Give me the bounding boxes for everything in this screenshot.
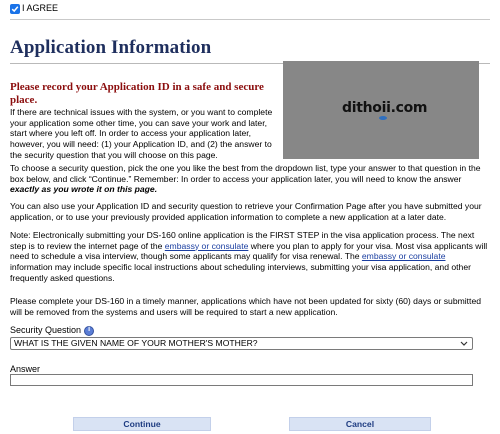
divider [10,19,490,20]
answer-input[interactable] [10,374,473,386]
agree-checkbox-row[interactable] [10,3,58,15]
timely-completion-notice: Please complete your DS-160 in a timely manner, applications which have not been updated for sixty (60) days or submitted will be removed from the systems and users will be required to start a new application. [10,296,481,317]
embassy-link-1[interactable]: embassy or consulate [164,240,249,251]
ad-logo-mark-icon [379,116,387,120]
security-question-select[interactable] [10,337,473,350]
embassy-link-2[interactable]: embassy or consulate [361,251,446,262]
info-icon[interactable]: i [84,326,94,336]
note-text-3: information may include specific local instructions about scheduling interviews, submitting your visa application, and other frequently asked questions. [10,261,471,283]
security-question-label: Security Question [10,325,82,335]
ad-logo: dithoii.com [342,100,428,116]
instructions-emphasis: exactly as you wrote it on this page. [10,184,158,195]
answer-label: Answer [10,364,41,374]
warning-body: If there are technical issues with the system, or you want to complete your application some other time, you can save your work and later, start where you left off. In order to access your application later, however, you will need: (1) your Application ID, and (2) the answer to the security question that you will choose on this page. [10,107,273,160]
security-question-selected: WHAT IS THE GIVEN NAME OF YOUR MOTHER'S MOTHER? [14,338,258,348]
note-text-1: Note: Electronically submitting your DS-160 online application is the FIRST STEP in the visa application process. The next step is to review the internet page of the [10,230,475,251]
instructions-text: To choose a security question, pick the one you like the best from the dropdown list, type your answer to that question in the box below, and click “Continue.” Remember: In order to access your application later, you will need to know the answer [10,163,481,184]
agree-checkbox[interactable] [10,4,20,14]
chevron-down-icon [460,340,468,347]
ds160-note [10,230,488,283]
cancel-button[interactable]: Cancel [289,417,431,431]
security-question-label-row [10,325,94,336]
page-title: Application Information [10,37,212,58]
application-id-info: You can also use your Application ID and security question to retrieve your Confirmation Page after you have submitted your application, or to use your previously provided application information to complete a new application at a later date. [10,201,482,222]
note-text-2: where you plan to apply for your visa. Most visa applicants will need to schedule a visa interview, though some applicants may qualify for visa renewal. The [10,240,488,262]
warning-title: Please record your Application ID in a safe and secure place. [10,81,264,107]
advertisement-banner[interactable] [283,61,479,159]
continue-button[interactable]: Continue [73,417,211,431]
agree-label: I AGREE [22,3,59,14]
security-question-instructions [10,163,488,195]
checkmark-icon [11,5,19,13]
